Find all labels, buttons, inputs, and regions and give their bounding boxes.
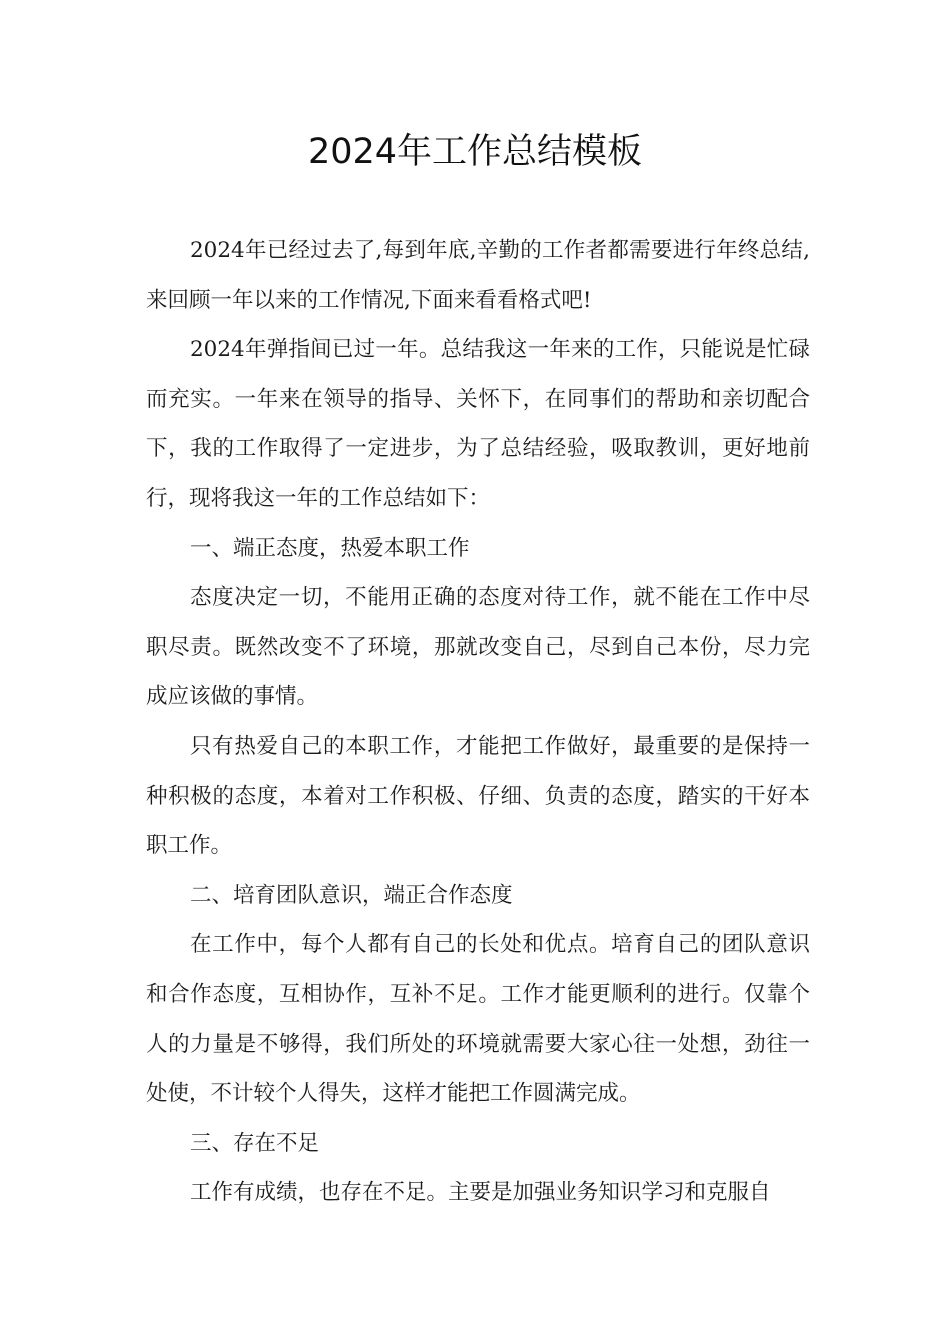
paragraph: 只有热爱自己的本职工作，才能把工作做好，最重要的是保持一种积极的态度，本着对工作积极、仔细、负责的态度，踏实的干好本职工作。 xyxy=(146,733,810,859)
section-heading-3: 三、存在不足 xyxy=(190,1130,320,1156)
paragraph: 在工作中，每个人都有自己的长处和优点。培育自己的团队意识和合作态度，互相协作，互补不足。工作才能更顺利的进行。仅靠个人的力量是不够得，我们所处的环境就需要大家心往一处想，劲往一处使，不计较个人得失，这样才能把工作圆满完成。 xyxy=(146,932,810,1107)
document-body xyxy=(146,226,810,1218)
section-heading-2: 二、培育团队意识，端正合作态度 xyxy=(190,882,513,908)
paragraph: 态度决定一切，不能用正确的态度对待工作，就不能在工作中尽职尽责。既然改变不了环境，那就改变自己，尽到自己本份，尽力完成应该做的事情。 xyxy=(146,585,810,710)
paragraph: 工作有成绩，也存在不足。主要是加强业务知识学习和克服自 xyxy=(190,1180,771,1206)
document-title: 2024年工作总结模板 xyxy=(307,132,643,172)
paragraph-intro: 2024年已经过去了,每到年底,辛勤的工作者都需要进行年终总结,来回顾一年以来的工作情况,下面来看看格式吧! xyxy=(146,238,810,313)
section-heading-1: 一、端正态度，热爱本职工作 xyxy=(190,535,470,561)
paragraph-overview: 2024年弹指间已过一年。总结我这一年来的工作，只能说是忙碌而充实。一年来在领导的指导、关怀下，在同事们的帮助和亲切配合下，我的工作取得了一定进步，为了总结经验，吸取教训，更好地前行，现将我这一年的工作总结如下： xyxy=(146,337,810,511)
